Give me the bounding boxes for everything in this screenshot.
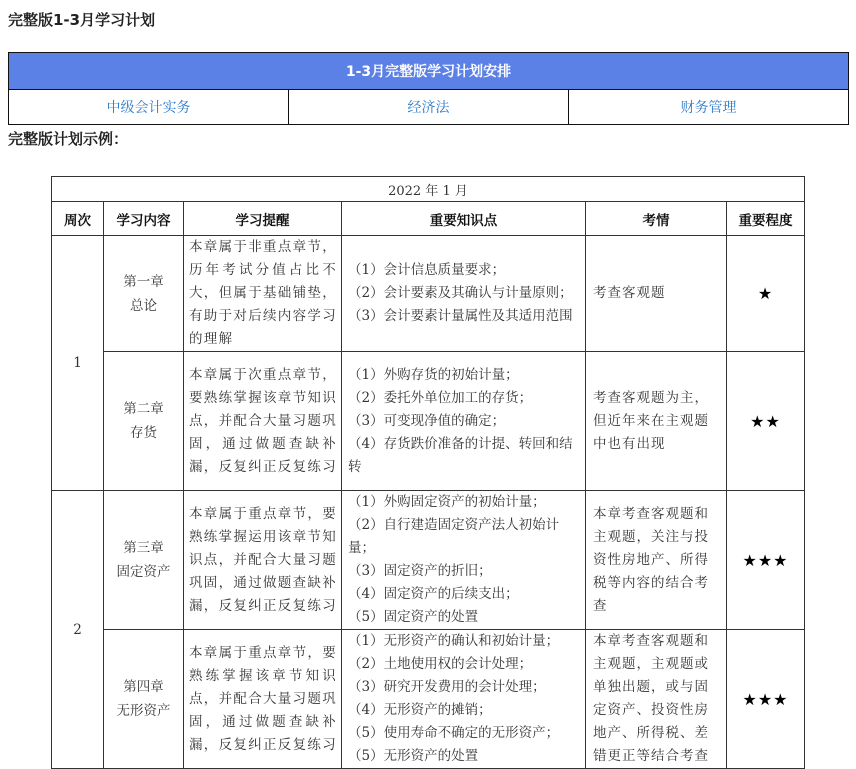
chapter-title: 总论 [130,297,157,314]
key-point: （3）可变现净值的确定； [348,412,506,429]
key-points [342,491,586,630]
col-key-points: 重要知识点 [342,202,586,236]
key-point: （3）固定资产的折旧； [348,563,492,579]
plan-table-header: 1-3月完整版学习计划安排 [9,53,849,90]
key-point: （3）会计要素计量属性及其适用范围 [348,308,573,324]
key-point: （2）自行建造固定资产法人初始计量； [348,517,560,556]
key-point: （3）研究开发费用的会计处理； [348,679,546,695]
plan-links-table [8,52,849,125]
key-point: （4）无形资产的摊销； [348,702,492,718]
importance-stars: ★★★ [727,491,805,630]
col-week: 周次 [52,202,104,236]
study-tip: 本章属于重点章节，要熟练掌握运用该章节知识点，并配合大量习题巩固，通过做题查缺补漏，反复纠正反复练习 [184,491,342,630]
month-label: 2022 年 1 月 [52,177,805,202]
exam-info: 本章考查客观题和主观题，主观题或单独出题，或与固定资产、投资性房地产、所得税、差错更正等结合考查 [586,630,727,769]
key-point: （2）委托外单位加工的存货； [348,389,533,406]
key-point: （4）固定资产的后续支出； [348,586,519,602]
chapter-number: 第四章 [123,679,164,695]
table-row [52,491,805,630]
exam-info: 考查客观题 [586,236,727,352]
exam-info: 本章考查客观题和主观题，关注与投资性房地产、所得税等内容的结合考查 [586,491,727,630]
importance-stars: ★★★ [727,630,805,769]
chapter-number: 第二章 [123,401,164,417]
key-point: （5）固定资产的处置 [348,609,479,625]
col-exam: 考情 [586,202,727,236]
key-points [342,630,586,769]
chapter-title: 无形资产 [116,703,171,719]
key-point: （2）会计要素及其确认与计量原则； [348,285,573,301]
col-importance: 重要程度 [727,202,805,236]
chapter-number: 第一章 [123,273,164,290]
column-headers [52,202,805,236]
col-content: 学习内容 [104,202,184,236]
chapter-name [104,236,184,352]
chapter-title: 存货 [130,425,157,441]
chapter-name [104,352,184,491]
importance-stars: ★★ [727,352,805,491]
exam-info: 考查客观题为主，但近年来在主观题中也有出现 [586,352,727,491]
study-tip: 本章属于次重点章节，要熟练掌握该章节知识点，并配合大量习题巩固，通过做题查缺补漏，反复纠正反复练习 [184,352,342,491]
table-row [52,236,805,352]
key-point: （4）存货跌价准备的计提、转回和结转 [348,435,573,475]
importance-stars: ★ [727,236,805,352]
study-tip: 本章属于非重点章节，历年考试分值占比不大，但属于基础铺垫，有助于对后续内容学习的理解 [184,236,342,352]
chapter-name [104,491,184,630]
col-tip: 学习提醒 [184,202,342,236]
study-tip: 本章属于重点章节，要熟练掌握该章节知识点，并配合大量习题巩固，通过做题查缺补漏，反复纠正反复练习 [184,630,342,769]
key-points [342,236,586,352]
chapter-name [104,630,184,769]
week-number: 1 [52,236,104,491]
chapter-title: 固定资产 [116,564,171,580]
link-intermediate-accounting[interactable]: 中级会计实务 [9,90,289,125]
link-financial-management[interactable]: 财务管理 [569,90,849,125]
key-points [342,352,586,491]
key-point: （5）使用寿命不确定的无形资产； [348,725,560,741]
key-point: （1）外购固定资产的初始计量； [348,494,546,510]
key-point: （1）无形资产的确认和初始计量； [348,633,560,649]
link-economic-law[interactable]: 经济法 [289,90,569,125]
chapter-number: 第三章 [123,540,164,556]
example-section-title: 完整版计划示例： [8,130,129,148]
page-title: 完整版1-3月学习计划 [8,11,156,29]
table-row [52,352,805,491]
study-schedule-table [51,176,805,769]
week-number: 2 [52,491,104,769]
table-row [52,630,805,769]
key-point: （2）土地使用权的会计处理； [348,656,533,672]
key-point: （5）无形资产的处置 [348,748,479,764]
key-point: （1）外购存货的初始计量； [348,366,519,383]
key-point: （1）会计信息质量要求； [348,262,506,278]
